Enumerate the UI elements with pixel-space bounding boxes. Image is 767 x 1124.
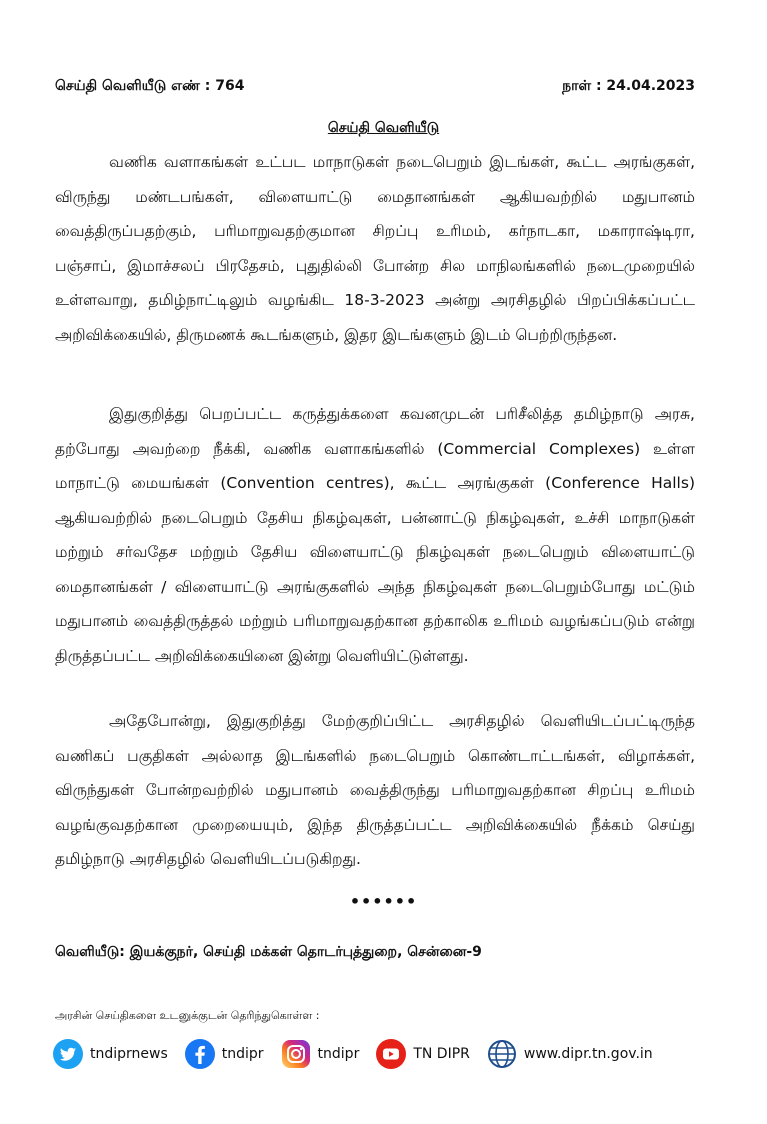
release-number: செய்தி வெளியீடு எண் : 764 — [55, 78, 245, 94]
social-instagram[interactable] — [280, 1038, 360, 1070]
facebook-handle: tndipr — [221, 1046, 264, 1062]
instagram-icon — [280, 1038, 312, 1070]
separator-dots: •••••• — [349, 892, 418, 911]
paragraph-2: இதுகுறித்து பெறப்பட்ட கருத்துக்களை கவனமுடன் பரிசீலித்த தமிழ்நாடு அரசு, தற்போது அவற்றை நீக்கி, வணிக வளாகங்களில் (Commercial Complexes) உள்ள மாநாட்டு மையங்கள் (Convention centres), கூட்ட அரங்குகள் (Conference Halls) ஆகியவற்றில் நடைபெறும் தேசிய நிகழ்வுகள், பன்னாட்டு நிகழ்வுகள், உச்சி மாநாடுகள் மற்றும் சர்வதேச மற்றும் தேசிய விளையாட்டு நிகழ்வுகள் நடைபெறும் விளையாட்டு மைதானங்கள் / விளையாட்டு அரங்குகளில் அந்த நிகழ்வுகள் நடைபெறும்போது மட்டும் மதுபானம் வைத்திருத்தல் மற்றும் பரிமாறுவதற்கான தற்காலிக உரிமம் வழங்கப்படும் என்று திருத்தப்பட்ட அறிவிக்கையினை இன்று வெளியிட்டுள்ளது. — [55, 405, 695, 665]
social-twitter[interactable] — [52, 1038, 168, 1070]
instagram-handle: tndipr — [317, 1046, 360, 1062]
publisher-line: வெளியீடு: இயக்குநர், செய்தி மக்கள் தொடர்புத்துறை, சென்னை-9 — [55, 944, 482, 960]
social-youtube[interactable] — [375, 1038, 470, 1070]
page-title: செய்தி வெளியீடு — [327, 120, 440, 136]
globe-icon — [486, 1038, 518, 1070]
youtube-handle: TN DIPR — [413, 1046, 470, 1062]
social-facebook[interactable] — [184, 1038, 264, 1070]
header-row — [55, 78, 695, 96]
twitter-handle: tndiprnews — [90, 1046, 168, 1062]
social-bar — [52, 1038, 702, 1070]
follow-text: அரசின் செய்திகளை உடனுக்குடன் தெரிந்துகொள்ள : — [55, 1009, 320, 1022]
twitter-icon — [52, 1038, 84, 1070]
release-date: நாள் : 24.04.2023 — [562, 78, 695, 94]
facebook-icon — [184, 1038, 216, 1070]
paragraph-1: வணிக வளாகங்கள் உட்பட மாநாடுகள் நடைபெறும் இடங்கள், கூட்ட அரங்குகள், விருந்து மண்டபங்கள், விளையாட்டு மைதானங்கள் ஆகியவற்றில் மதுபானம் வைத்திருப்பதற்கும், பரிமாறுவதற்குமான சிறப்பு உரிமம், கர்நாடகா, மகாராஷ்டிரா, பஞ்சாப், இமாச்சலப் பிரதேசம், புதுதில்லி போன்ற சில மாநிலங்களில் நடைமுறையில் உள்ளவாறு, தமிழ்நாட்டிலும் வழங்கிட 18-3-2023 அன்று அரசிதழில் பிறப்பிக்கப்பட்ட அறிவிக்கையில், திருமணக் கூடங்களும், இதர இடங்களும் இடம் பெற்றிருந்தன. — [55, 153, 695, 344]
youtube-icon — [375, 1038, 407, 1070]
website-url: www.dipr.tn.gov.in — [523, 1046, 653, 1062]
social-website[interactable] — [486, 1038, 653, 1070]
paragraph-3: அதேபோன்று, இதுகுறித்து மேற்குறிப்பிட்ட அரசிதழில் வெளியிடப்பட்டிருந்த வணிகப் பகுதிகள் அல்லாத இடங்களில் நடைபெறும் கொண்டாட்டங்கள், விழாக்கள், விருந்துகள் போன்றவற்றில் மதுபானம் வைத்திருந்து பரிமாறுவதற்கான சிறப்பு உரிமம் வழங்குவதற்கான முறையையும், இந்த திருத்தப்பட்ட அறிவிக்கையில் நீக்கம் செய்து தமிழ்நாடு அரசிதழில் வெளியிடப்படுகிறது. — [55, 712, 695, 868]
